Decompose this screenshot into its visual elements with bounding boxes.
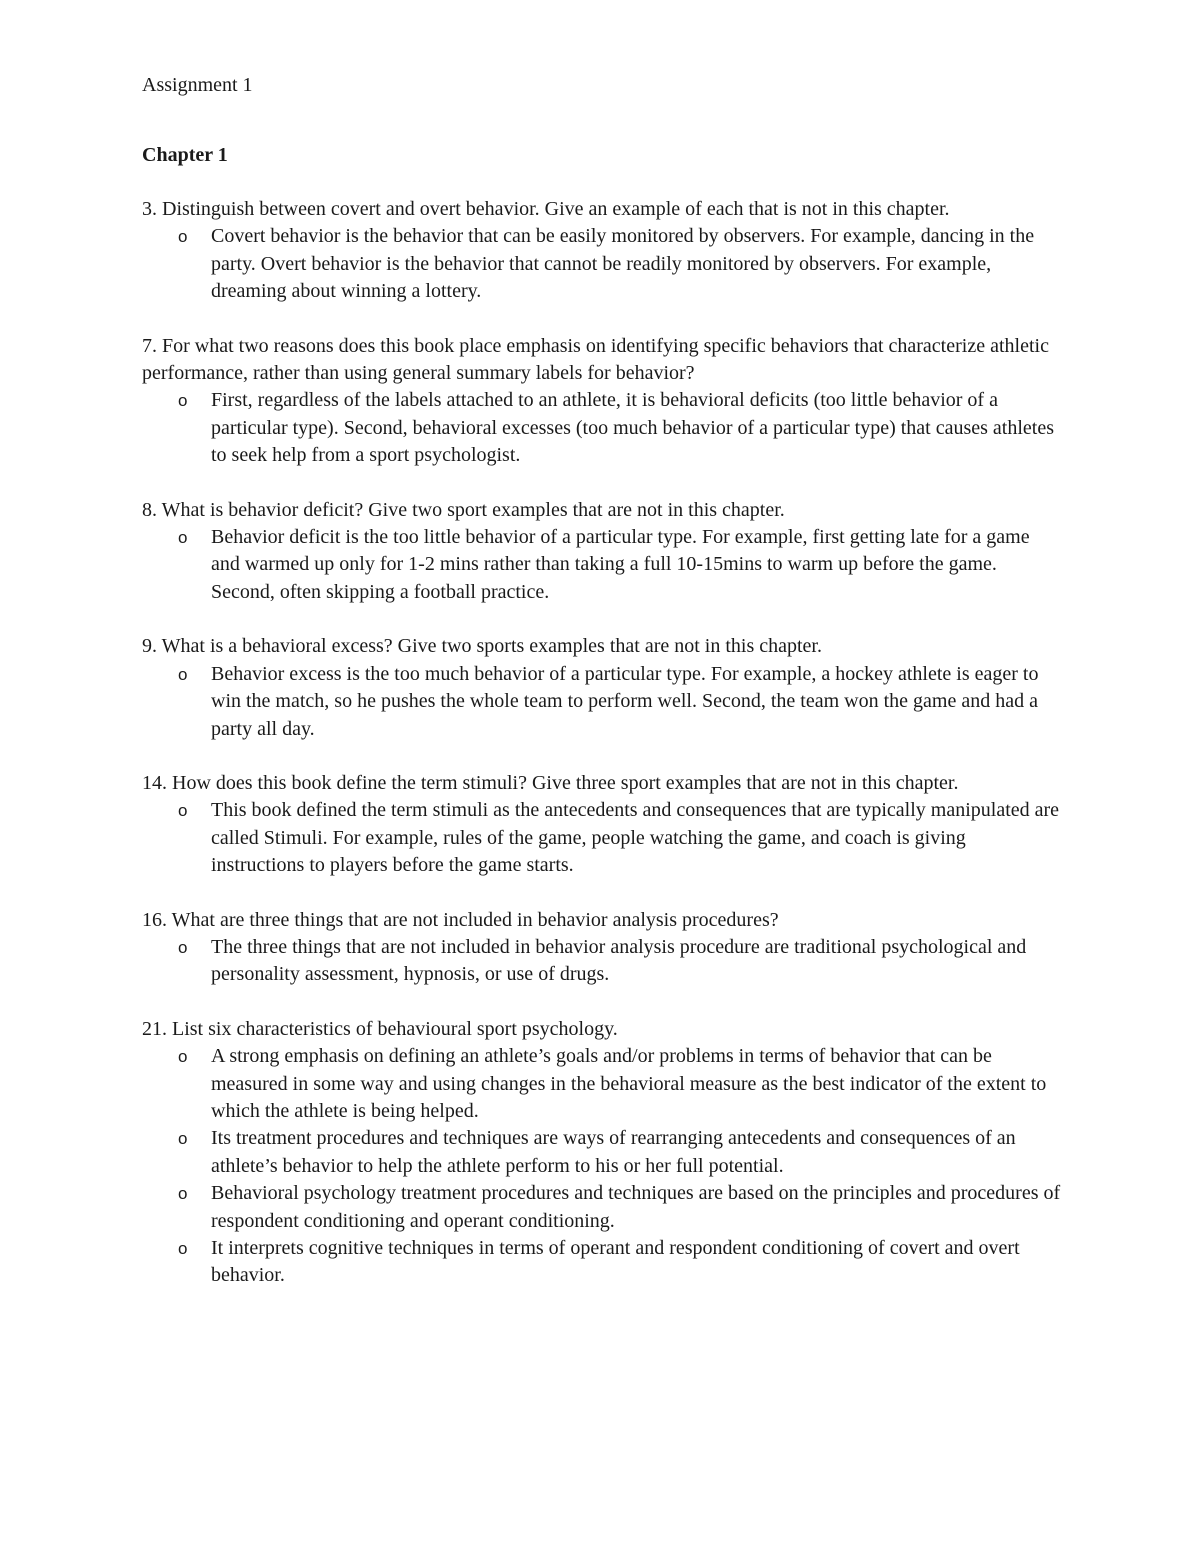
answer-item	[142, 934, 1062, 989]
bullet-icon: o	[178, 1184, 188, 1204]
question-prompt: What are three things that are not included in behavior analysis procedures?	[171, 908, 779, 931]
question-item	[142, 497, 1062, 607]
bullet-icon: o	[178, 801, 188, 821]
answer-list	[142, 223, 1062, 305]
answer-item	[142, 1043, 1062, 1125]
question-prompt: List six characteristics of behavioural sport psychology.	[172, 1017, 618, 1040]
question-text	[142, 770, 1062, 797]
answer-item	[142, 1180, 1062, 1235]
question-text	[142, 907, 1062, 934]
answer-item	[142, 1125, 1062, 1180]
question-prompt: What is a behavioral excess? Give two sports examples that are not in this chapter.	[161, 635, 822, 658]
answer-text: Its treatment procedures and techniques are ways of rearranging antecedents and consequences of an athlete’s behavior to help the athlete perform to his or her full potential.	[211, 1127, 1016, 1177]
answer-list	[142, 387, 1062, 469]
answer-text: Behavioral psychology treatment procedures and techniques are based on the principles and procedures of respondent conditioning and operant conditioning.	[211, 1182, 1061, 1232]
question-prompt: What is behavior deficit? Give two sport examples that are not in this chapter.	[161, 498, 785, 521]
answer-text: This book defined the term stimuli as the antecedents and consequences that are typically manipulated are called Stimuli. For example, rules of the game, people watching the game, and coach is giving instructions to players before the game starts.	[211, 799, 1060, 877]
question-number: 14.	[142, 771, 167, 794]
question-item	[142, 196, 1062, 306]
question-prompt: How does this book define the term stimuli? Give three sport examples that are not in this chapter.	[172, 771, 959, 794]
answer-list	[142, 524, 1062, 606]
bullet-icon: o	[178, 528, 188, 548]
answer-text: Covert behavior is the behavior that can be easily monitored by observers. For example, dancing in the party. Overt behavior is the behavior that cannot be readily monitored by observers. For example, dreaming about winning a lottery.	[211, 225, 1035, 303]
assignment-title: Assignment 1	[142, 74, 253, 96]
answer-item	[142, 524, 1062, 606]
answer-text: A strong emphasis on defining an athlete’s goals and/or problems in terms of behavior that can be measured in some way and using changes in the behavioral measure as the best indicator of the extent to which the athlete is being helped.	[211, 1045, 1047, 1122]
question-number: 8.	[142, 498, 157, 521]
bullet-icon: o	[178, 1239, 188, 1258]
question-list	[142, 196, 1062, 1290]
answer-list	[142, 1043, 1062, 1290]
question-prompt: For what two reasons does this book place emphasis on identifying specific behaviors that characterize athletic performance, rather than using general summary labels for behavior?	[142, 334, 1049, 385]
answer-list	[142, 797, 1062, 879]
bullet-icon: o	[178, 1129, 188, 1149]
question-text	[142, 333, 1062, 388]
question-text	[142, 497, 1062, 524]
question-number: 3.	[142, 198, 157, 220]
answer-text: First, regardless of the labels attached to an athlete, it is behavioral deficits (too little behavior of a particular type). Second, behavioral excesses (too much behavior of a particular type) that causes athletes to seek help from a sport psychologist.	[211, 389, 1054, 467]
question-item	[142, 633, 1062, 743]
question-prompt: Distinguish between covert and overt behavior. Give an example of each that is not in this chapter.	[162, 198, 950, 220]
answer-list	[142, 934, 1062, 989]
bullet-icon: o	[178, 937, 188, 957]
answer-item	[142, 223, 1062, 305]
answer-list	[142, 661, 1062, 743]
bullet-icon: o	[178, 1047, 188, 1067]
question-number: 9.	[142, 635, 157, 658]
answer-item	[142, 797, 1062, 879]
answer-text: The three things that are not included in behavior analysis procedure are traditional psychological and personality assessment, hypnosis, or use of drugs.	[211, 935, 1027, 986]
answer-text: Behavior deficit is the too little behavior of a particular type. For example, first getting late for a game and warmed up only for 1-2 mins rather than taking a full 10-15mins to warm up before the game. Second, often skipping a football practice.	[211, 526, 1030, 603]
question-number: 16.	[142, 908, 167, 931]
question-number: 21.	[142, 1017, 167, 1040]
answer-item	[142, 387, 1062, 469]
chapter-heading: Chapter 1	[142, 144, 228, 166]
bullet-icon: o	[178, 227, 188, 247]
answer-text: Behavior excess is the too much behavior of a particular type. For example, a hockey athlete is eager to win the match, so he pushes the whole team to perform well. Second, the team won the game and had a party all day.	[211, 662, 1039, 740]
question-item	[142, 1016, 1062, 1290]
question-text	[142, 633, 1062, 660]
bullet-icon: o	[178, 391, 188, 411]
answer-item	[142, 1235, 1062, 1290]
answer-text: It interprets cognitive techniques in terms of operant and respondent conditioning of covert and overt behavior.	[211, 1237, 1020, 1287]
question-text	[142, 196, 1062, 223]
answer-item	[142, 661, 1062, 743]
question-number: 7.	[142, 334, 157, 357]
question-item	[142, 333, 1062, 470]
document-body	[142, 72, 1062, 1290]
bullet-icon: o	[178, 664, 188, 684]
question-item	[142, 907, 1062, 989]
question-item	[142, 770, 1062, 880]
question-text	[142, 1016, 1062, 1043]
